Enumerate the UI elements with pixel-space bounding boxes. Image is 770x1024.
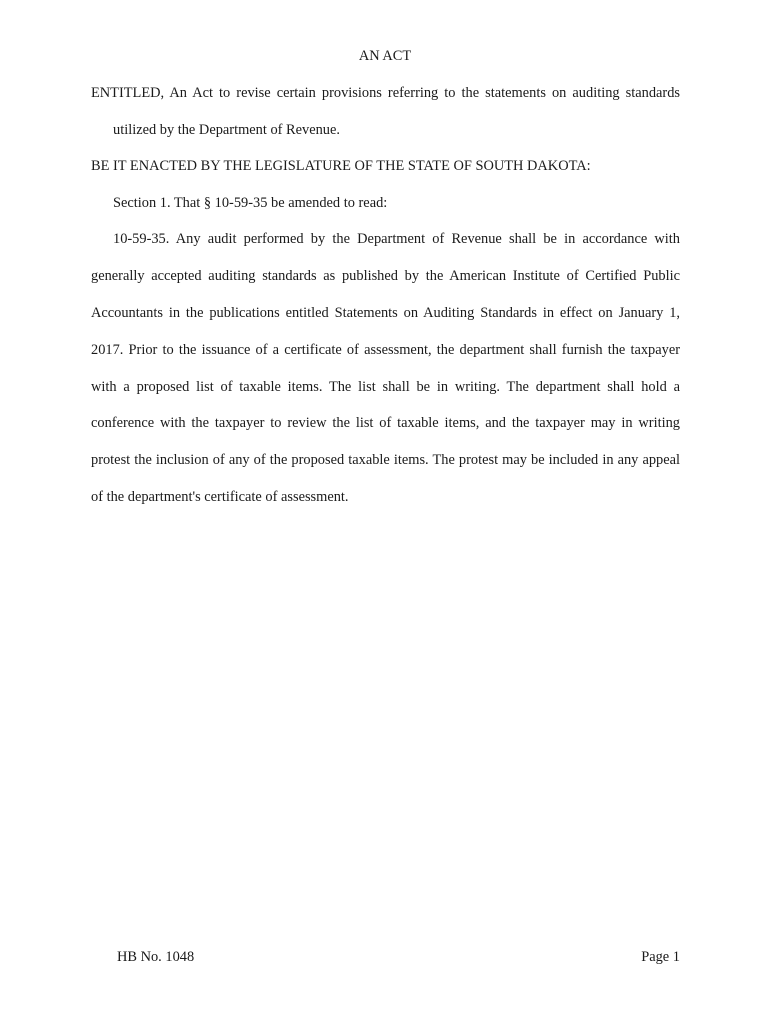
body-line-6: conference with the taxpayer to review the list of taxable items, and the taxpayer may in writing [91,415,680,431]
entitled-line-2: utilized by the Department of Revenue. [113,122,340,138]
entitled-line-1: ENTITLED, An Act to revise certain provisions referring to the statements on auditing standards [91,85,680,101]
section-heading: Section 1. That § 10-59-35 be amended to read: [113,195,388,211]
body-line-3: Accountants in the publications entitled Statements on Auditing Standards in effect on January 1, [91,305,680,321]
act-title: AN ACT [358,48,412,64]
body-line-7: protest the inclusion of any of the proposed taxable items. The protest may be included in any appeal [91,452,680,468]
enacting-clause: BE IT ENACTED BY THE LEGISLATURE OF THE STATE OF SOUTH DAKOTA: [91,158,591,174]
body-line-5: with a proposed list of taxable items. The list shall be in writing. The department shall hold a [91,379,680,395]
body-line-4: 2017. Prior to the issuance of a certificate of assessment, the department shall furnish the taxpayer [91,342,680,358]
bill-number: HB No. 1048 [117,949,195,965]
page-number: Page 1 [641,949,680,965]
body-line-1: 10-59-35. Any audit performed by the Department of Revenue shall be in accordance with [113,231,680,247]
body-line-8: of the department's certificate of assessment. [91,489,349,505]
body-line-2: generally accepted auditing standards as published by the American Institute of Certified Public [91,268,680,284]
